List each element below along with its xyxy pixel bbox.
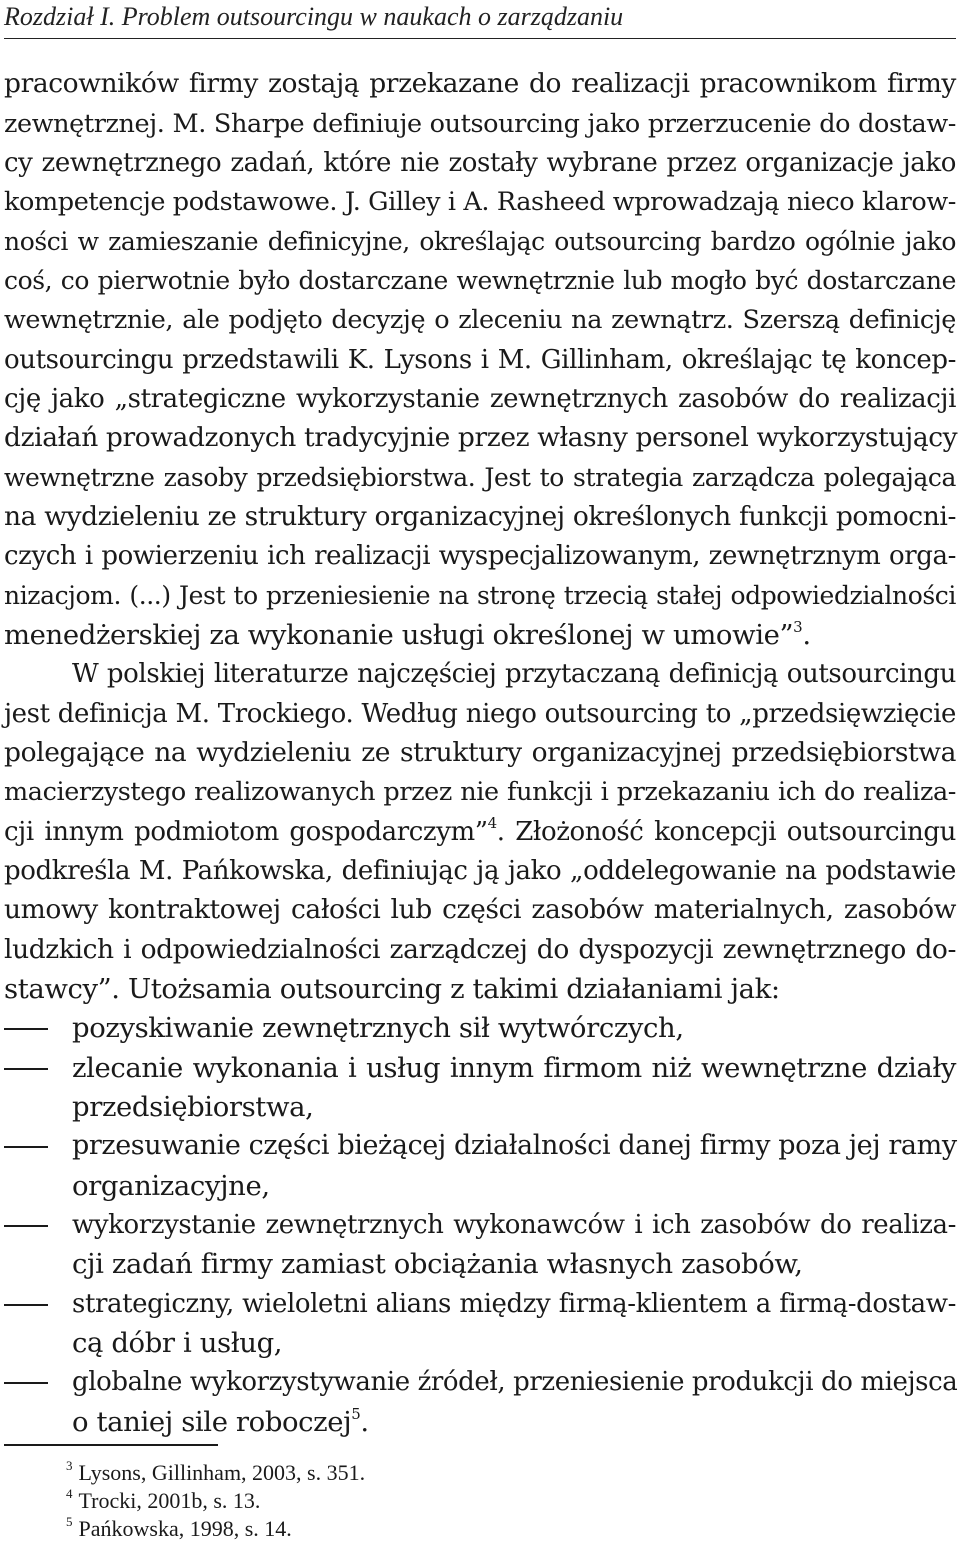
list-dash: [4, 1068, 48, 1070]
list-item: globalne wykorzystywanie źródeł, przeniesienie produkcji do miejsca: [72, 1367, 958, 1397]
list-dash: [4, 1028, 48, 1030]
list-item: wykorzystanie zewnętrznych wykonawców i ich zasobów do realiza-: [72, 1210, 956, 1240]
text-span: menedżerskiej za wykonanie usługi określonej w umowie”: [4, 619, 794, 651]
text-line: [4, 812, 956, 852]
running-head: Rozdział I. Problem outsourcingu w naukach o zarządzaniu: [4, 2, 956, 39]
footnote-ref: 3: [793, 618, 803, 636]
text-line: cy zewnętrznego zadań, które nie zostały wybrane przez organizacje jako: [4, 148, 956, 178]
text-line: zewnętrznej. M. Sharpe definiuje outsourcing jako przerzucenie do dostaw-: [4, 109, 956, 139]
list-dash: [4, 1304, 48, 1306]
footnote-number: 3: [66, 1458, 73, 1473]
footnote-text: Lysons, Gillinham, 2003, s. 351.: [78, 1460, 366, 1485]
footnote-number: 4: [66, 1486, 73, 1501]
text-line: stawcy”. Utożsamia outsourcing z takimi działaniami jak:: [4, 973, 780, 1005]
list-item: przedsiębiorstwa,: [72, 1091, 314, 1123]
list-dash: [4, 1146, 48, 1148]
text-line: jest definicja M. Trockiego. Według niego outsourcing to „przedsięwzięcie: [4, 699, 956, 729]
footnote-ref: 5: [351, 1405, 361, 1423]
text-line: czych i powierzeniu ich realizacji wyspecjalizowanym, zewnętrznym orga-: [4, 541, 956, 571]
list-item: przesuwanie części bieżącej działalności danej firmy poza jej ramy: [72, 1130, 957, 1161]
text-line: W polskiej literaturze najczęściej przytaczaną definicją outsourcingu: [72, 659, 956, 689]
text-span: .: [360, 1406, 369, 1438]
list-item: cą dóbr i usług,: [72, 1327, 283, 1359]
text-line: pracowników firmy zostają przekazane do realizacji pracownikom firmy: [4, 68, 956, 99]
text-line: ności w zamieszanie definicyjne, określając outsourcing bardzo ogólnie jako: [4, 227, 956, 256]
text-line: coś, co pierwotnie było dostarczane wewnętrznie lub mogło być dostarczane: [4, 266, 956, 295]
text-line: outsourcingu przedstawili K. Lysons i M. Gillinham, określając tę koncep-: [4, 345, 956, 375]
footnote: [66, 1516, 292, 1542]
text-line: macierzystego realizowanych przez nie funkcji i przekazaniu ich do realiza-: [4, 777, 956, 807]
list-item: [72, 1402, 956, 1442]
text-line: podkreśla M. Pańkowska, definiując ją jako „oddelegowanie na podstawie: [4, 856, 956, 886]
text-line: cję jako „strategiczne wykorzystanie zewnętrznych zasobów do realizacji: [4, 384, 956, 414]
list-item: cji zadań firmy zamiast obciążania własnych zasobów,: [72, 1248, 803, 1280]
text-line: nizacjom. (...) Jest to przeniesienie na stronę trzecią stałej odpowiedzialności: [4, 581, 956, 610]
footnote-text: Trocki, 2001b, s. 13.: [78, 1488, 261, 1513]
footnote: [66, 1488, 260, 1514]
text-line: polegające na wydzieleniu ze struktury organizacyjnej przedsiębiorstwa: [4, 737, 956, 768]
text-span: cji innym podmiotom gospodarczym”: [4, 817, 488, 847]
text-line: na wydzieleniu ze struktury organizacyjnej określonych funkcji pomocni-: [4, 501, 956, 532]
footnote-ref: 4: [487, 814, 497, 832]
text-line: [4, 615, 956, 655]
text-line: działań prowadzonych tradycyjnie przez własny personel wykorzystujący: [4, 422, 958, 453]
list-item: strategiczny, wieloletni alians między firmą-klientem a firmą-dostaw-: [72, 1289, 956, 1319]
list-item: organizacyjne,: [72, 1170, 270, 1202]
text-line: wewnętrznie, ale podjęto decyzję o zleceniu na zewnątrz. Szerszą definicję: [4, 305, 956, 335]
text-span: . Złożoność koncepcji outsourcingu: [496, 817, 956, 847]
text-span: o taniej sile roboczej: [72, 1406, 352, 1438]
text-span: .: [802, 619, 811, 651]
list-dash: [4, 1382, 48, 1384]
list-dash: [4, 1225, 48, 1227]
footnote-text: Pańkowska, 1998, s. 14.: [78, 1516, 292, 1541]
text-line: umowy kontraktowej całości lub części zasobów materialnych, zasobów: [4, 894, 956, 925]
list-item: zlecanie wykonania i usług innym firmom niż wewnętrzne działy: [72, 1052, 956, 1084]
footnote: [66, 1460, 365, 1486]
footnote-number: 5: [66, 1514, 73, 1529]
footnote-separator: [4, 1444, 218, 1446]
list-item: pozyskiwanie zewnętrznych sił wytwórczych,: [72, 1012, 684, 1044]
text-line: kompetencje podstawowe. J. Gilley i A. Rasheed wprowadzają nieco klarow-: [4, 187, 956, 217]
text-line: ludzkich i odpowiedzialności zarządczej do dyspozycji zewnętrznego do-: [4, 934, 956, 965]
text-line: wewnętrzne zasoby przedsiębiorstwa. Jest to strategia zarządcza polegająca: [4, 463, 956, 492]
